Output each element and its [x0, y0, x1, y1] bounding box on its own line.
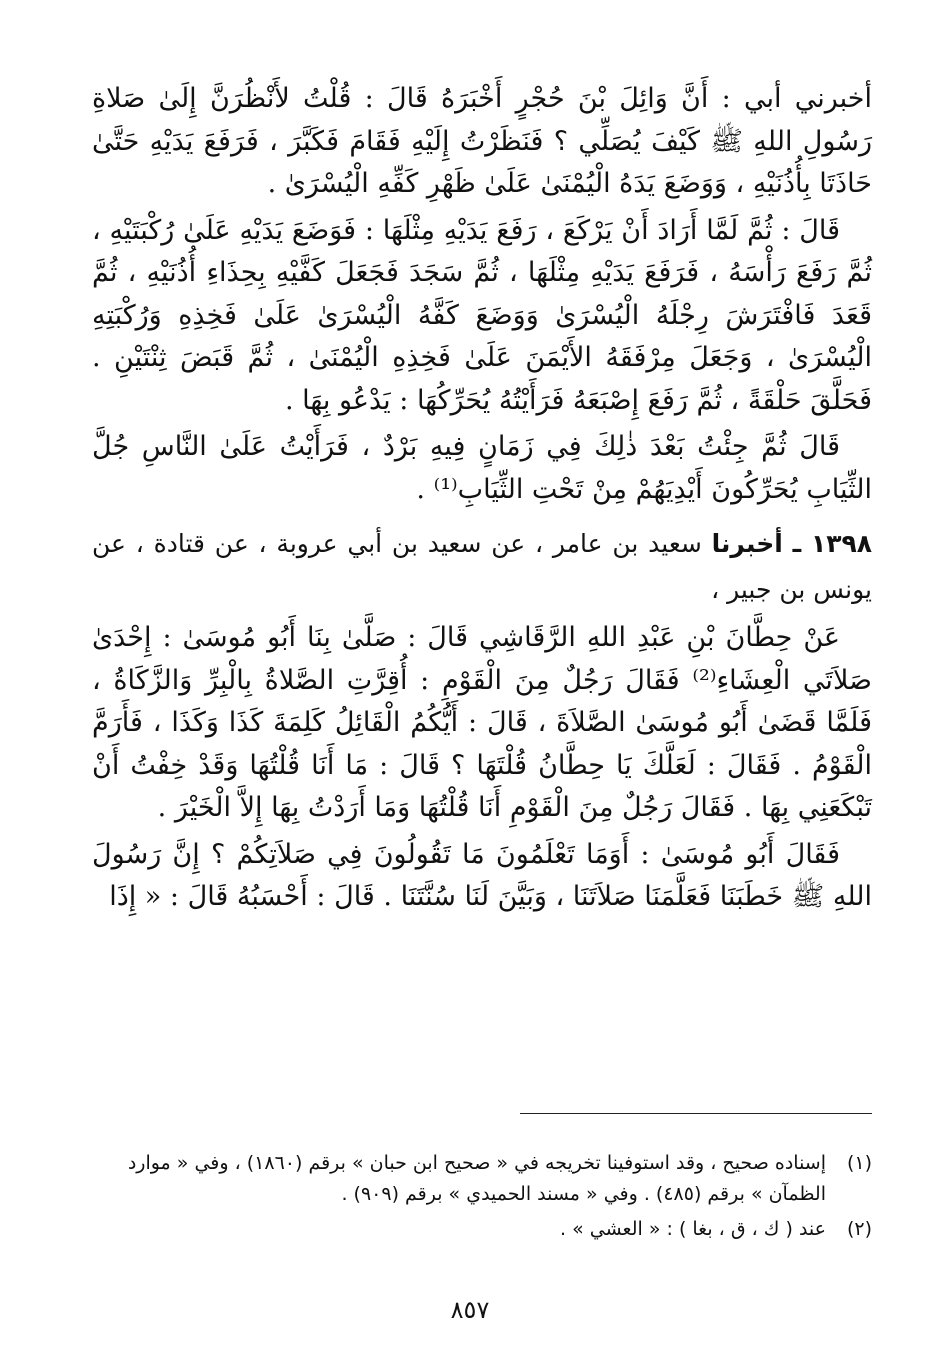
paragraph-4: عَنْ حِطَّانَ بْنِ عَبْدِ اللهِ الرَّقَاشِي قَالَ : صَلَّىٰ بِنَا أَبُو مُوسَىٰ : إِحْدَىٰ صَلاَتَي الْعِشَاءِ⁽²⁾ فَقَالَ رَجُلٌ مِنَ الْقَوْمِ : أُقِرَّتِ الصَّلاةُ بِالْبِرِّ وَالزَّكَاةُ ، فَلَمَّا قَضَىٰ أَبُو مُوسَىٰ الصَّلاَةَ ، قَالَ : أَيُّكُمُ الْقَائِلُ كَلِمَةَ كَذَا وَكَذَا ، فَأَرَمَّ الْقَوْمُ . فَقَالَ : لَعَلَّكَ يَا حِطَّانُ قُلْتَهَا ؟ قَالَ : مَا أَنَا قُلْتُهَا وَقَدْ خِفْتُ أَنْ تَبْكَعَنِي بِهَا . فَقَالَ رَجُلٌ مِنَ الْقَوْمِ أَنَا قُلْتُهَا وَمَا أَرَدْتُ بِهَا إِلاَّ الْخَيْرَ .: [92, 622, 872, 823]
footnote-text: إسناده صحيح ، وقد استوفينا تخريجه في « صحيح ابن حبان » برقم (١٨٦٠) ، وفي « موارد الظمآن » برقم (٤٨٥) . وفي « مسند الحميدي » برقم (٩٠٩) .: [127, 1152, 826, 1205]
footnote-1: [92, 1148, 872, 1210]
paragraph-3: قَالَ ثُمَّ جِئْتُ بَعْدَ ذٰلِكَ فِي زَمَانٍ فِيهِ بَرْدٌ ، فَرَأَيْتُ عَلَىٰ النَّاسِ جُلَّ الثِّيَابِ يُحَرِّكُونَ أَيْدِيَهُمْ مِنْ تَحْتِ الثِّيَابِ⁽¹⁾ .: [92, 431, 872, 505]
hadith-chain: سعيد بن عامر ، عن سعيد بن أبي عروبة ، عن قتادة ، عن يونس بن جبير ،: [92, 529, 872, 604]
main-text: [92, 78, 872, 923]
footnote-text: عند ( ك ، ق ، بغا ) : « العشي » .: [560, 1218, 826, 1240]
hadith-number: ١٣٩٨: [810, 529, 872, 558]
paragraph-1: أخبرني أبي : أَنَّ وَائِلَ بْنَ حُجْرٍ أَخْبَرَهُ قَالَ : قُلْتُ لأَنْظُرَنَّ إِلَىٰ صَلاةِ رَسُولِ اللهِ ﷺ كَيْفَ يُصَلِّي ؟ فَنَظَرْتُ إِلَيْهِ فَقَامَ فَكَبَّرَ ، فَرَفَعَ يَدَيْهِ حَتَّىٰ حَاذَتَا بِأُذُنَيْهِ ، وَوَضَعَ يَدَهُ الْيُمْنَىٰ عَلَىٰ ظَهْرِ كَفِّهِ الْيُسْرَىٰ .: [92, 83, 872, 199]
hadith-dash: ـ: [792, 529, 802, 558]
footnote-marker: (٢): [846, 1218, 872, 1240]
footnotes: [92, 1148, 872, 1249]
footnote-divider: [520, 1113, 872, 1114]
paragraph-2: قَالَ : ثُمَّ لَمَّا أَرَادَ أَنْ يَرْكَعَ ، رَفَعَ يَدَيْهِ مِثْلَهَا : فَوَضَعَ يَدَيْهِ عَلَىٰ رُكْبَتَيْهِ ، ثُمَّ رَفَعَ رَأْسَهُ ، فَرَفَعَ يَدَيْهِ مِثْلَهَا ، ثُمَّ سَجَدَ فَجَعَلَ كَفَّيْهِ بِحِذَاءِ أُذُنَيْهِ ، ثُمَّ قَعَدَ فَافْتَرَشَ رِجْلَهُ الْيُسْرَىٰ وَوَضَعَ كَفَّهُ الْيُسْرَىٰ عَلَىٰ فَخِذِهِ وَرُكْبَتِهِ الْيُسْرَىٰ ، وَجَعَلَ مِرْفَقَهُ الأَيْمَنَ عَلَىٰ فَخِذِهِ الْيُمْنَىٰ ، ثُمَّ قَبَضَ ثِنْتَيْنِ . فَحَلَّقَ حَلْقَةً ، ثُمَّ رَفَعَ إِصْبَعَهُ فَرَأَيْتُهُ يُحَرِّكُهَا : يَدْعُو بِهَا .: [92, 214, 872, 416]
page-number: ٨٥٧: [450, 1296, 490, 1324]
footnote-2: [92, 1214, 872, 1245]
footnote-marker: (١): [846, 1152, 872, 1174]
paragraph-5: فَقَالَ أَبُو مُوسَىٰ : أَوَمَا تَعْلَمُونَ مَا تَقُولُونَ فِي صَلاَتِكُمْ ؟ إِنَّ رَسُولَ اللهِ ﷺ خَطَبَنَا فَعَلَّمَنَا صَلاَتَنَا ، وَبَيَّنَ لَنَا سُنَّتَنَا . قَالَ : أَحْسَبُهُ قَالَ : « إِذَا: [92, 838, 872, 912]
hadith-verb: أخبرنا: [711, 529, 783, 558]
hadith-heading: [92, 521, 872, 613]
